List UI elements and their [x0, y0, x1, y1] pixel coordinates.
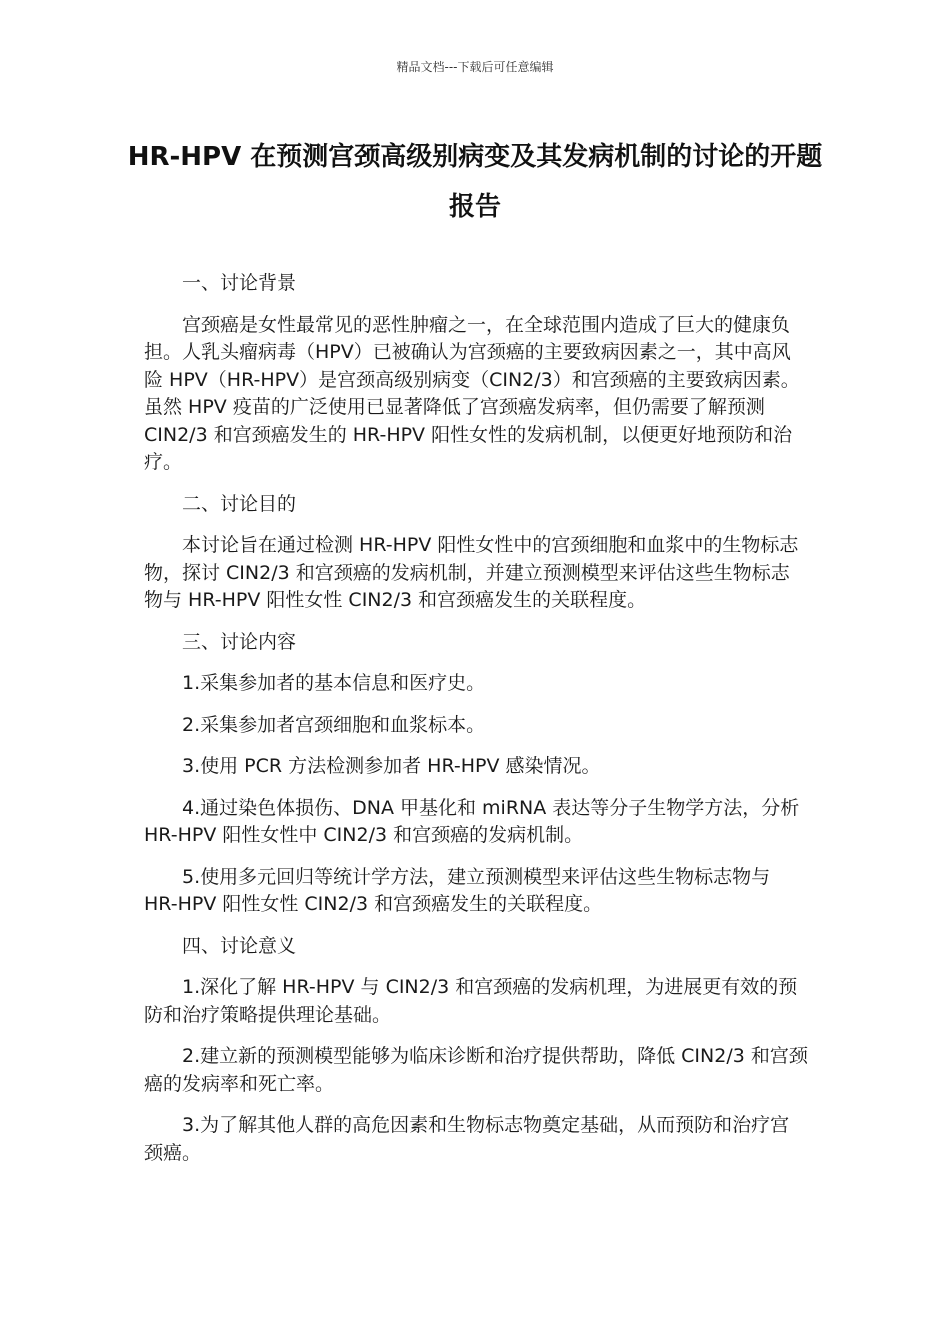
- paragraph-purpose: 本讨论旨在通过检测 HR-HPV 阳性女性中的宫颈细胞和血浆中的生物标志物，探讨 CIN2/3 和宫颈癌的发病机制，并建立预测模型来评估这些生物标志物与 HR-HPV 阳性女性 CIN2/3 和宫颈癌发生的关联程度。: [144, 534, 799, 611]
- content-item-5: 5.使用多元回归等统计学方法，建立预测模型来评估这些生物标志物与 HR-HPV 阳性女性 CIN2/3 和宫颈癌发生的关联程度。: [144, 865, 771, 915]
- content-item-4: 4.通过染色体损伤、DNA 甲基化和 miRNA 表达等分子生物学方法，分析 HR-HPV 阳性女性中 CIN2/3 和宫颈癌的发病机制。: [144, 796, 800, 846]
- paragraph-background: 宫颈癌是女性最常见的恶性肿瘤之一，在全球范围内造成了巨大的健康负担。人乳头瘤病毒（HPV）已被确认为宫颈癌的主要致病因素之一，其中高风险 HPV（HR-HPV）是宫颈高级别病变（CIN2/3）和宫颈癌的主要致病因素。虽然 HPV 疫苗的广泛使用已显著降低了宫颈癌发病率，但仍需要了解预测 CIN2/3 和宫颈癌发生的 HR-HPV 阳性女性的发病机制，以便更好地预防和治疗。: [144, 313, 800, 473]
- header-note: 精品文档---下载后可任意编辑: [396, 60, 554, 74]
- section-heading-background: 一、讨论背景: [182, 272, 297, 294]
- section-heading-purpose: 二、讨论目的: [182, 492, 297, 515]
- document-body: [144, 270, 808, 1181]
- significance-item-3: 3.为了解其他人群的高危因素和生物标志物奠定基础，从而预防和治疗宫颈癌。: [144, 1114, 790, 1164]
- document-title: HR-HPV 在预测宫颈高级别病变及其发病机制的讨论的开题报告: [127, 142, 823, 222]
- section-heading-content: 三、讨论内容: [182, 630, 297, 653]
- content-item-2: 2.采集参加者宫颈细胞和血浆标本。: [182, 713, 486, 736]
- significance-item-1: 1.深化了解 HR-HPV 与 CIN2/3 和宫颈癌的发病机理，为进展更有效的预防和治疗策略提供理论基础。: [144, 976, 798, 1026]
- content-item-1: 1.采集参加者的基本信息和医疗史。: [182, 672, 486, 694]
- content-item-3: 3.使用 PCR 方法检测参加者 HR-HPV 感染情况。: [182, 755, 601, 777]
- section-heading-significance: 四、讨论意义: [182, 934, 297, 957]
- significance-item-2: 2.建立新的预测模型能够为临床诊断和治疗提供帮助，降低 CIN2/3 和宫颈癌的发病率和死亡率。: [144, 1045, 808, 1095]
